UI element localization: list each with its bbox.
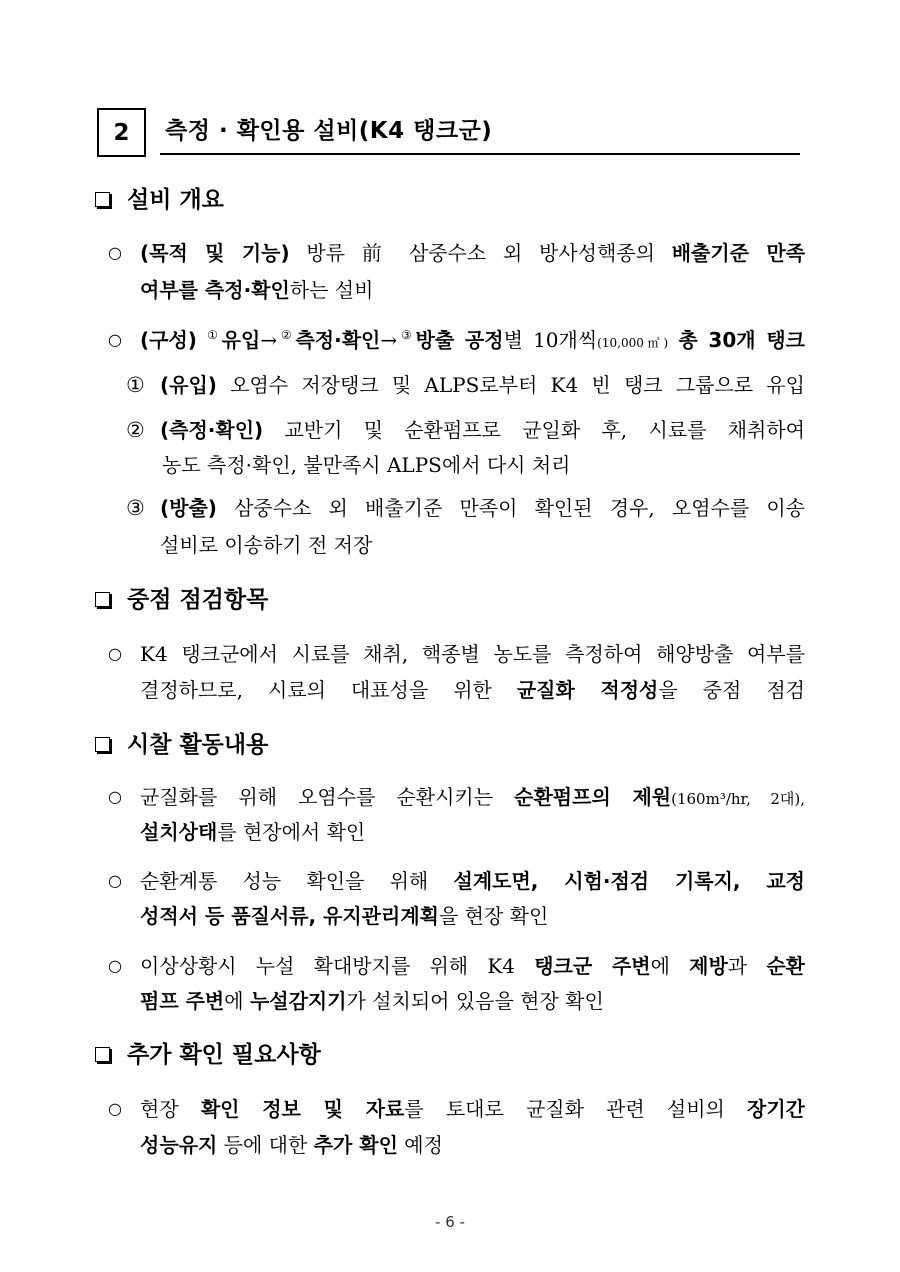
paragraph-line [140,781,805,813]
bold-text: 설치상태 [140,820,218,844]
bold-text: (방출) [160,496,217,520]
small-text: (10,000㎥) [597,336,669,350]
arrow-text: → [380,328,398,352]
body-text: 을 현장 확인 [438,904,549,928]
body-text: K4 탱크군에서 시료를 채취, 핵종별 농도를 측정하여 해양방출 여부를 [140,642,805,666]
circled-number-marker: ① [126,373,145,397]
body-text: 를 현장에서 확인 [217,820,366,844]
bold-text: 여부를 측정·확인 [140,278,290,302]
paragraph-line [140,1129,805,1161]
bold-text: 탱크군 주변 [534,954,651,978]
bold-text: 펌프 주변 [140,989,225,1013]
section-number-box [97,108,146,157]
paragraph-line [160,369,805,401]
title-underline [160,153,800,155]
bold-text: 총 30개 탱크 [678,328,805,352]
bullet-marker: ○ [108,243,122,262]
page-number: - 6 - [435,1213,465,1231]
bold-text: 장기간 [747,1097,805,1121]
bold-text: 설계도면, 시험·점검 기록지, 교정 [453,869,805,893]
body-text: 하는 설비 [289,278,374,302]
paragraph-line [140,638,805,670]
bullet-marker: ○ [108,787,122,806]
section-box-icon [95,592,110,607]
bold-text: (측정·확인) [160,418,264,442]
body-text: 에 [224,989,250,1013]
body-text: 오염수 저장탱크 및 ALPS로부터 K4 빈 탱크 그룹으로 유입 [216,373,805,397]
paragraph-line [160,492,805,524]
bold-text: 순환 [766,954,805,978]
paragraph-line [140,1093,805,1125]
paragraph-line [140,674,805,706]
body-text [668,328,678,352]
circled-number-marker: ② [126,418,145,442]
bold-text: 추가 확인 [313,1133,398,1157]
body-text: 이상상황시 누설 확대방지를 위해 K4 [140,954,535,978]
paragraph-line [140,816,805,848]
section-box-icon [95,1047,110,1062]
section-box-icon [95,737,110,752]
paragraph-line [140,274,805,306]
section-heading: 추가 확인 필요사항 [127,1042,321,1068]
small-text: (160m³/hr, 2대), [671,790,805,808]
bullet-marker: ○ [108,644,122,663]
paragraph-line [160,414,805,446]
bold-text: 방출 공정 [415,328,504,352]
bold-text: 측정·확인 [295,328,381,352]
body-text: 를 토대로 균질화 관련 설비의 [404,1097,748,1121]
body-text: 등에 대한 [217,1133,314,1157]
bold-text: (유입) [160,373,217,397]
body-text: 예정 [397,1133,443,1157]
step-number: ② [277,328,296,342]
bullet-marker: ○ [108,956,122,975]
page-title: 측정 · 확인용 설비(K4 탱크군) [165,118,493,144]
body-text: 순환계통 성능 확인을 위해 [140,869,454,893]
step-number: ③ [397,328,416,342]
bullet-marker: ○ [108,1099,122,1118]
paragraph-line [140,950,805,982]
paragraph-line [140,900,805,932]
bold-text: 누설감지기 [249,989,347,1013]
bold-text: (구성) [140,328,197,352]
paragraph-line [140,237,805,269]
body-text: 삼중수소 외 배출기준 만족이 확인된 경우, 오염수를 이송 [216,496,805,520]
bullet-marker: ○ [108,871,122,890]
bold-text: 순환펌프의 제원 [514,785,672,809]
paragraph-line [160,529,805,561]
section-heading: 시찰 활동내용 [127,732,269,758]
body-text: 균질화를 위해 오염수를 순환시키는 [140,785,515,809]
body-text: 현장 [140,1097,201,1121]
step-number: ① [207,328,222,342]
bold-text: 균질화 적정성 [516,678,659,702]
section-heading: 설비 개요 [127,187,224,213]
paragraph-line [140,324,805,356]
bold-text: 성적서 등 품질서류, 유지관리계획 [140,904,439,928]
body-text: 과 [727,954,767,978]
circled-number-marker: ③ [126,496,145,520]
body-text: 별 10개씩 [503,328,598,352]
paragraph-line [140,865,805,897]
bold-text: 성능유지 [140,1133,218,1157]
paragraph-line [140,985,805,1017]
body-text: 가 설치되어 있음을 현장 확인 [346,989,604,1013]
section-box-icon [95,192,110,207]
body-text: 설비로 이송하기 전 저장 [160,533,373,557]
body-text: 결정하므로, 시료의 대표성을 위한 [140,678,517,702]
body-text: 농도 측정·확인, 불만족시 ALPS에서 다시 처리 [162,453,571,477]
arrow-text: → [260,328,278,352]
bullet-marker: ○ [108,330,122,349]
bold-text: 제방 [689,954,728,978]
body-text: 방류 前 삼중수소 외 방사성핵종의 [289,241,672,265]
bold-text: (목적 및 기능) [140,241,290,265]
bold-text: 확인 정보 및 자료 [200,1097,405,1121]
bold-text: 유입 [221,328,261,352]
body-text: 교반기 및 순환펌프로 균일화 후, 시료를 채취하여 [263,418,805,442]
body-text: 을 중점 점검 [658,678,805,702]
bold-text: 배출기준 만족 [671,241,805,265]
section-number: 2 [113,119,130,146]
paragraph-line [162,449,805,481]
section-heading: 중점 점검항목 [127,587,269,613]
body-text [197,328,207,352]
body-text: 에 [650,954,690,978]
